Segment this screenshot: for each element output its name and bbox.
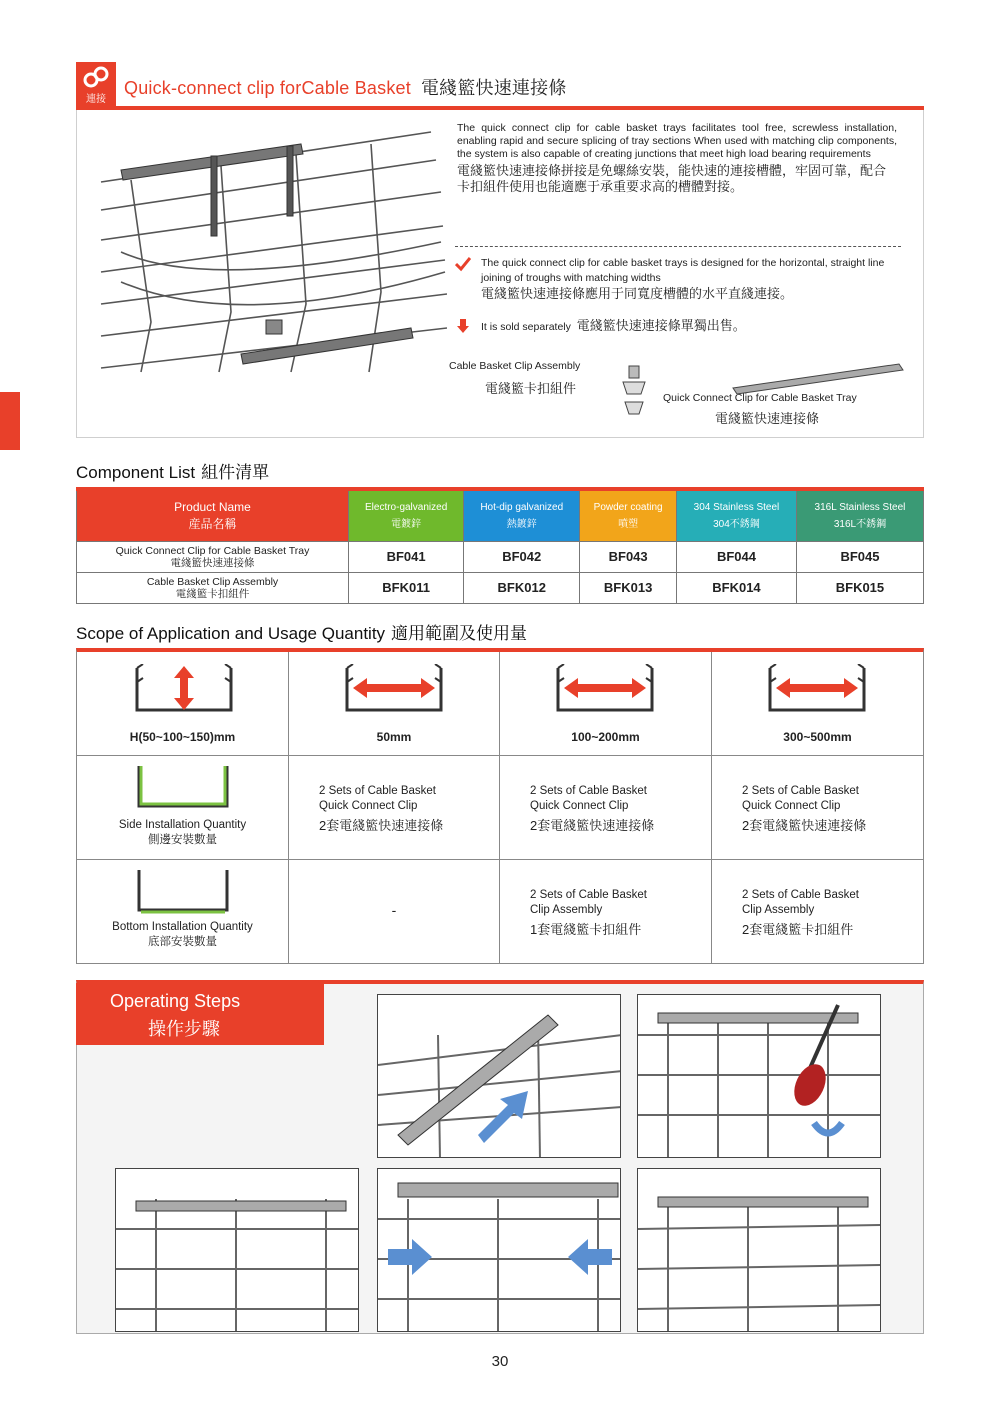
code-cell: BFK013 [580, 572, 677, 603]
intro-description [457, 122, 897, 195]
side-qty: 2 Sets of Cable Basket Quick Connect Clip 2套電綫籃快速連接條 [742, 785, 867, 833]
section-side-tab [0, 392, 20, 450]
side-install-label: Side Installation Quantity 側邊安裝數量 [118, 819, 247, 846]
step-2-image [637, 994, 881, 1158]
down-arrow-icon [455, 318, 471, 334]
parts-diagram [449, 360, 919, 434]
feature1-zh: 電綫籃快速連接條應用于同寬度槽體的水平直綫連接。 [481, 286, 794, 301]
col-316l-stainless: 316L Stainless Steel 316L不銹鋼 [796, 489, 923, 541]
part-quick-clip-zh: 電綫籃快速連接條 [715, 411, 820, 426]
table-header-row [77, 489, 924, 541]
size-label: 50mm [376, 730, 412, 744]
operating-steps-title-en: Operating Steps [110, 991, 241, 1011]
size-label: 300~500mm [783, 730, 852, 744]
cable-basket-illustration [91, 122, 447, 386]
size-cell-100-200 [500, 652, 712, 756]
code-cell: BFK015 [796, 572, 923, 603]
code-cell: BFK011 [349, 572, 464, 603]
code-cell: BFK014 [677, 572, 797, 603]
operating-steps-panel [76, 980, 924, 1334]
link-logo [76, 62, 116, 106]
page-title [124, 74, 567, 100]
col-hot-dip-galvanized: Hot-dip galvanized 熱鍍鋅 [464, 489, 580, 541]
bottom-qty-cell [500, 860, 712, 964]
side-install-label-cell [77, 756, 289, 860]
table-row [77, 572, 924, 603]
bottom-qty-cell-none [289, 860, 500, 964]
col-electro-galvanized: Electro-galvanized 電鍍鋅 [349, 489, 464, 541]
size-label: H(50~100~150)mm [129, 730, 236, 744]
title-en: Quick-connect clip forCable Basket [124, 78, 411, 98]
feature1-en: The quick connect clip for cable basket trays is designed for the horizontal, straight line joining of troughs with matching widths [481, 257, 885, 284]
code-cell: BF044 [677, 541, 797, 572]
side-qty: 2 Sets of Cable Basket Quick Connect Clip 2套電綫籃快速連接條 [530, 785, 655, 833]
code-cell: BF042 [464, 541, 580, 572]
code-cell: BF043 [580, 541, 677, 572]
code-cell: BF045 [796, 541, 923, 572]
col-powder-coating: Powder coating 噴塑 [580, 489, 677, 541]
row-product-name: Quick Connect Clip for Cable Basket Tray 電綫籃快速連接條 [77, 541, 349, 572]
part-quick-clip-en: Quick Connect Clip for Cable Basket Tray [663, 392, 857, 404]
bottom-install-icon [131, 866, 235, 918]
intro-panel [76, 110, 924, 438]
part-clip-assembly-en: Cable Basket Clip Assembly [449, 360, 581, 372]
scope-table [76, 648, 924, 964]
tray-width-icon [339, 664, 449, 720]
description-zh: 電綫籃快速連接條拼接是免螺絲安裝，能快速的連接槽體，牢固可靠，配合卡扣組件使用也能適應于承重要求高的槽體對接。 [457, 163, 887, 194]
bottom-qty: 2 Sets of Cable Basket Clip Assembly 2套電綫籃卡扣組件 [742, 889, 859, 937]
step-4-image [377, 1168, 621, 1332]
no-bottom-qty: - [391, 902, 397, 918]
row-product-name: Cable Basket Clip Assembly 電綫籃卡扣組件 [77, 572, 349, 603]
quick-connect-clip-icon [729, 360, 909, 394]
check-icon [455, 256, 471, 272]
side-install-icon [131, 762, 235, 814]
component-table [76, 487, 924, 604]
size-label: 100~200mm [571, 730, 640, 744]
col-product-name: Product Name 産品名稱 [77, 489, 349, 541]
bottom-install-label-cell [77, 860, 289, 964]
step-5-image [637, 1168, 881, 1332]
component-list-heading: Component List 組件清單 [76, 463, 270, 482]
page-header [76, 62, 924, 108]
side-qty-cell [289, 756, 500, 860]
title-zh: 電綫籃快速連接條 [420, 78, 567, 98]
logo-label: 連接 [86, 94, 106, 105]
tray-height-icon [129, 664, 239, 720]
scope-heading: Scope of Application and Usage Quantity 適用範圍及使用量 [76, 624, 528, 643]
code-cell: BFK012 [464, 572, 580, 603]
description-en: The quick connect clip for cable basket trays facilitates tool free, screwless installation, enabling rapid and secure splicing of tray sections When used with matching clip components, the system is also capable of creating junctions that meet high load bearing requirements [457, 122, 897, 160]
clip-assembly-icon [619, 364, 649, 422]
col-304-stainless: 304 Stainless Steel 304不銹鋼 [677, 489, 797, 541]
bottom-qty: 2 Sets of Cable Basket Clip Assembly 1套電綫籃卡扣組件 [530, 889, 647, 937]
size-cell-height [77, 652, 289, 756]
size-cell-50 [289, 652, 500, 756]
feature2-zh: 電綫籃快速連接條單獨出售。 [576, 318, 746, 333]
tray-width-icon [762, 664, 872, 720]
size-cell-300-500 [712, 652, 923, 756]
side-qty: 2 Sets of Cable Basket Quick Connect Clip 2套電綫籃快速連接條 [319, 785, 444, 833]
code-cell: BF041 [349, 541, 464, 572]
bottom-qty-cell [712, 860, 923, 964]
tray-width-icon [550, 664, 660, 720]
bottom-install-label: Bottom Installation Quantity 底部安裝數量 [112, 921, 253, 948]
side-qty-cell [500, 756, 712, 860]
table-row [77, 541, 924, 572]
operating-steps-tag [76, 983, 324, 1045]
step-3-image [115, 1168, 359, 1332]
dashed-divider [455, 246, 901, 247]
operating-steps-title-zh: 操作步驟 [148, 1019, 220, 1039]
page-number: 30 [491, 1353, 509, 1370]
feature-horizontal-joining [455, 256, 905, 301]
side-qty-cell [712, 756, 923, 860]
feature-sold-separately [455, 318, 905, 335]
part-clip-assembly-zh: 電綫籃卡扣組件 [485, 381, 577, 396]
chain-link-icon [82, 66, 110, 90]
feature2-en: It is sold separately [481, 321, 571, 333]
step-1-image [377, 994, 621, 1158]
